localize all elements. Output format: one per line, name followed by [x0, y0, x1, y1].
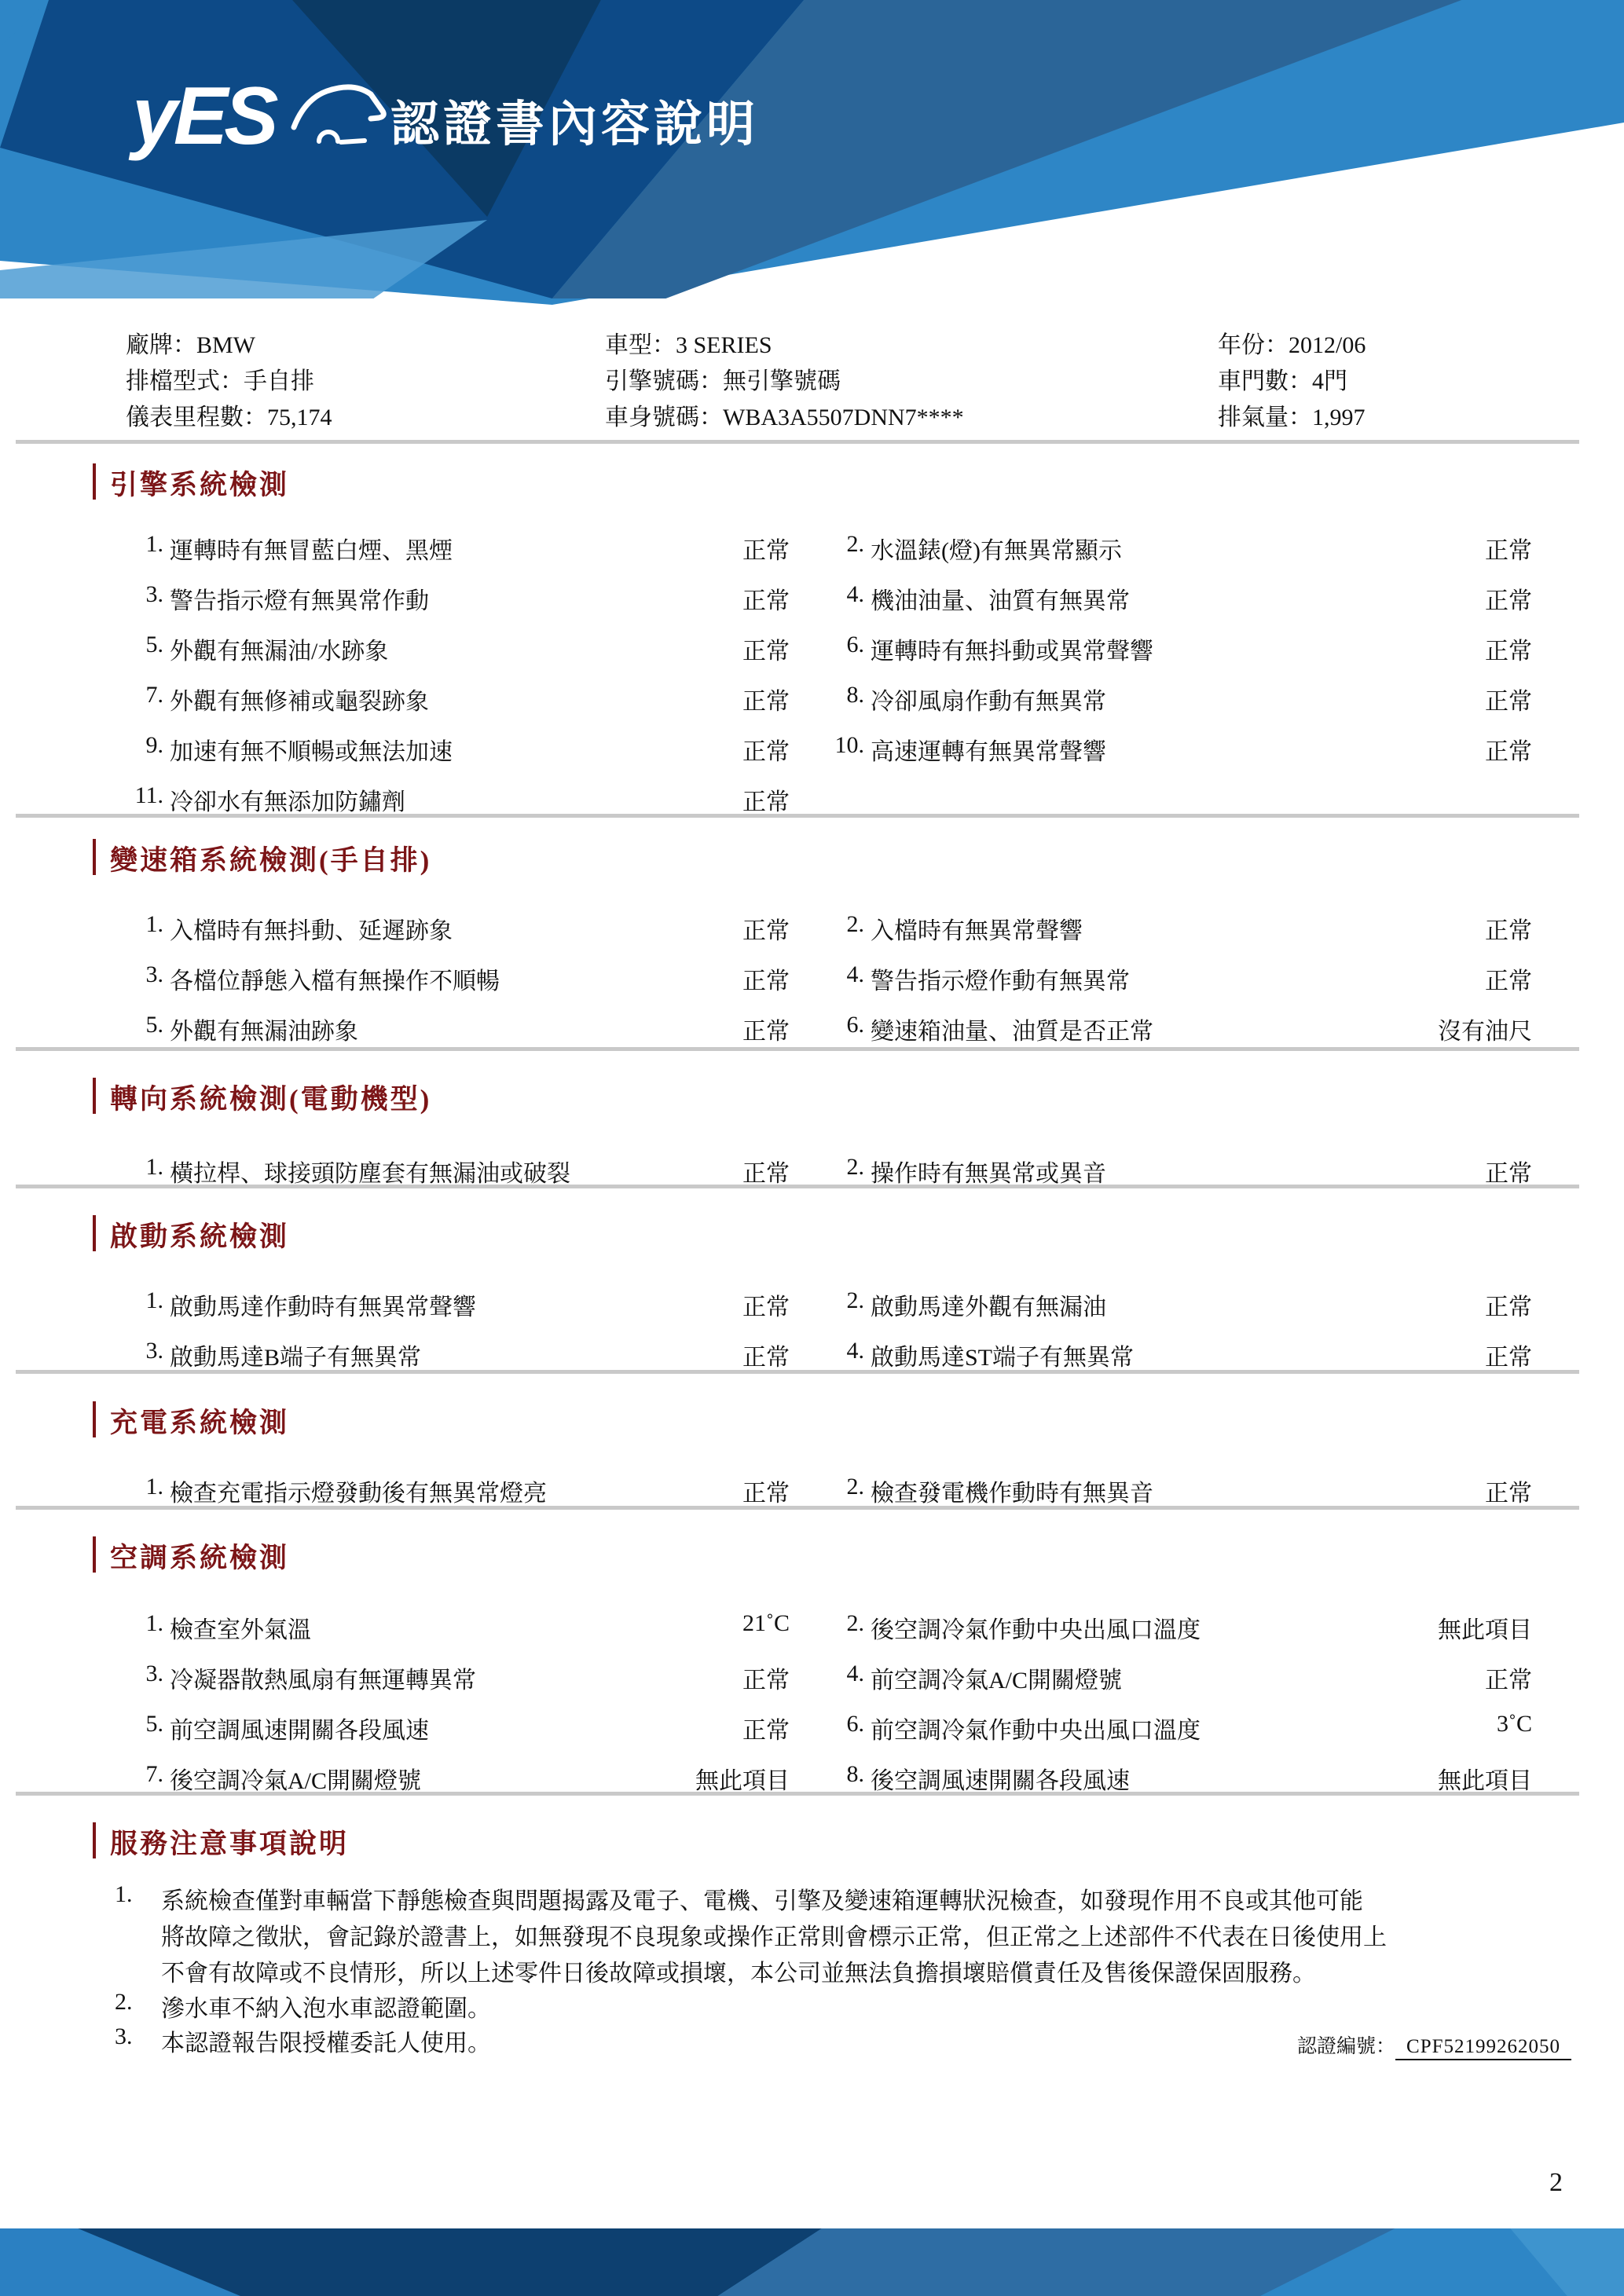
section-title: 空調系統檢測 [110, 1543, 290, 1573]
section-header [0, 1076, 1624, 1115]
section-title-bar [93, 1078, 96, 1114]
item-number: 7. [145, 682, 163, 708]
section-items [0, 1276, 1624, 1377]
item-result: 正常 [742, 789, 790, 815]
item-number: 2. [846, 1287, 864, 1313]
section-title-bar [93, 839, 96, 875]
item-label: 後空調風速開關各段風速 [871, 1768, 1130, 1794]
item-number: 3. [145, 1338, 163, 1364]
item-label: 外觀有無修補或龜裂跡象 [170, 689, 429, 715]
item-number: 9. [145, 732, 163, 758]
item-number: 5. [145, 1012, 163, 1038]
item-label: 運轉時有無抖動或異常聲響 [871, 639, 1153, 665]
item-result: 正常 [1485, 969, 1532, 994]
item-number: 8. [846, 1761, 864, 1787]
inspection-row [0, 1327, 1624, 1377]
car-silhouette-icon [289, 66, 391, 160]
item-label: 外觀有無漏油/水跡象 [170, 639, 389, 665]
item-number: 2. [846, 911, 864, 937]
section-title-bar [93, 463, 96, 500]
item-result: 正常 [742, 1019, 790, 1045]
item-number: 6. [846, 632, 864, 657]
item-result: 正常 [742, 1481, 790, 1507]
item-number: 4. [846, 581, 864, 607]
vehicle-model: 車型：3 SERIES [605, 332, 772, 358]
certification-number-value: CPF52199262050 [1395, 2036, 1571, 2060]
item-label: 前空調冷氣作動中央出風口溫度 [871, 1718, 1201, 1744]
item-label: 啟動馬達ST端子有無異常 [871, 1345, 1135, 1371]
item-number: 1. [145, 1154, 163, 1180]
item-result: 正常 [742, 1161, 790, 1187]
item-label: 冷凝器散熱風扇有無運轉異常 [170, 1668, 476, 1694]
inspection-row [0, 1276, 1624, 1327]
vehicle-brand: 廠牌：BMW [126, 332, 255, 358]
item-label: 警告指示燈作動有無異常 [871, 969, 1130, 994]
note-number: 3. [115, 2023, 133, 2049]
inspection-row [0, 1700, 1624, 1750]
header-banner [0, 0, 1624, 314]
item-number: 6. [846, 1012, 864, 1038]
section-title: 轉向系統檢測(電動機型) [110, 1084, 432, 1115]
item-number: 7. [145, 1761, 163, 1787]
item-result: 無此項目 [695, 1768, 790, 1794]
item-label: 前空調風速開關各段風速 [170, 1718, 429, 1744]
item-number: 5. [145, 1711, 163, 1737]
item-label: 前空調冷氣A/C開關燈號 [871, 1668, 1123, 1694]
section-title-bar [93, 1536, 96, 1573]
item-label: 啟動馬達作動時有無異常聲響 [170, 1294, 476, 1320]
note-text: 將故障之徵狀，會記錄於證書上，如無發現不良現象或操作正常則會標示正常，但正常之上述部件不代表在日後使用上 [161, 1924, 1387, 1950]
item-label: 各檔位靜態入檔有無操作不順暢 [170, 969, 500, 994]
inspection-row [0, 900, 1624, 950]
item-number: 5. [145, 632, 163, 657]
item-result: 正常 [1485, 918, 1532, 944]
item-result: 正常 [742, 739, 790, 765]
inspection-row [0, 570, 1624, 621]
section-header [0, 837, 1624, 877]
item-label: 檢查充電指示燈發動後有無異常燈亮 [170, 1481, 547, 1507]
item-result: 正常 [1485, 639, 1532, 665]
item-result: 無此項目 [1438, 1768, 1532, 1794]
item-result: 正常 [1485, 588, 1532, 614]
section-title-bar [93, 1215, 96, 1251]
item-result: 正常 [1485, 1294, 1532, 1320]
item-result: 沒有油尺 [1438, 1019, 1532, 1045]
certification-number-line [1124, 2031, 1571, 2059]
note-number: 2. [115, 1989, 133, 2015]
item-label: 機油油量、油質有無異常 [871, 588, 1130, 614]
certification-number-label: 認證編號： [1297, 2036, 1396, 2057]
item-label: 橫拉桿、球接頭防塵套有無漏油或破裂 [170, 1161, 570, 1187]
item-label: 變速箱油量、油質是否正常 [871, 1019, 1153, 1045]
item-result: 正常 [742, 969, 790, 994]
engine-number: 引擎號碼：無引擎號碼 [605, 368, 841, 394]
footer-banner [0, 2228, 1624, 2296]
item-number: 8. [846, 682, 864, 708]
inspection-section [0, 1214, 1624, 1371]
item-number: 2. [846, 1154, 864, 1180]
item-label: 入檔時有無抖動、延遲跡象 [170, 918, 453, 944]
item-number: 2. [846, 531, 864, 557]
section-title-bar [93, 1822, 96, 1858]
item-number: 1. [145, 1610, 163, 1636]
note-text: 不會有故障或不良情形，所以上述零件日後故障或損壞，本公司並無法負擔損壞賠償責任及售後保證保固服務。 [161, 1961, 1316, 1987]
item-result: 正常 [1485, 689, 1532, 715]
inspection-row [0, 671, 1624, 721]
item-number: 1. [145, 911, 163, 937]
vin-number: 車身號碼：WBA3A5507DNN7**** [605, 405, 964, 430]
note-text: 本認證報告限授權委託人使用。 [161, 2031, 491, 2056]
yes-logo: yES [132, 71, 275, 162]
item-number: 4. [846, 1338, 864, 1364]
item-label: 啟動馬達外觀有無漏油 [871, 1294, 1106, 1320]
page-number: 2 [1549, 2168, 1563, 2197]
item-label: 運轉時有無冒藍白煙、黑煙 [170, 538, 453, 564]
section-header [0, 1821, 1624, 1860]
inspection-row [0, 950, 1624, 1001]
inspection-row [0, 1463, 1624, 1513]
item-label: 高速運轉有無異常聲響 [871, 739, 1106, 765]
item-label: 外觀有無漏油跡象 [170, 1019, 358, 1045]
section-title: 啟動系統檢測 [110, 1221, 290, 1252]
note-number: 1. [115, 1881, 133, 1907]
inspection-section [0, 1535, 1624, 1794]
inspection-row [0, 621, 1624, 671]
section-items [0, 1143, 1624, 1193]
engine-displacement: 排氣量：1,997 [1218, 405, 1366, 430]
inspection-row [0, 1143, 1624, 1193]
inspection-section [0, 462, 1624, 815]
item-number: 4. [846, 961, 864, 987]
note-text: 系統檢查僅對車輛當下靜態檢查與問題揭露及電子、電機、引擎及變速箱運轉狀況檢查，如發現作用不良或其他可能 [161, 1888, 1363, 1914]
item-label: 警告指示燈有無異常作動 [170, 588, 429, 614]
section-title: 引擎系統檢測 [110, 470, 290, 500]
item-result: 正常 [742, 588, 790, 614]
item-result: 正常 [1485, 1161, 1532, 1187]
vehicle-year: 年份：2012/06 [1218, 332, 1366, 358]
item-result: 正常 [742, 639, 790, 665]
section-title: 充電系統檢測 [110, 1408, 290, 1438]
item-result: 正常 [1485, 538, 1532, 564]
section-header [0, 462, 1624, 501]
vehicle-info-row [0, 325, 1624, 358]
vehicle-info-row [0, 397, 1624, 430]
note-text: 滲水車不納入泡水車認證範圍。 [161, 1996, 491, 2022]
item-label: 啟動馬達B端子有無異常 [170, 1345, 422, 1371]
item-number: 2. [846, 1610, 864, 1636]
item-number: 11. [134, 782, 163, 808]
inspection-row [0, 771, 1624, 822]
item-result: 正常 [742, 1345, 790, 1371]
item-number: 3. [145, 1661, 163, 1686]
item-number: 3. [145, 581, 163, 607]
inspection-row [0, 1001, 1624, 1051]
section-header [0, 1400, 1624, 1439]
item-result: 正常 [742, 538, 790, 564]
item-number: 3. [145, 961, 163, 987]
inspection-row [0, 1599, 1624, 1650]
section-items [0, 1463, 1624, 1513]
item-result: 正常 [1485, 1668, 1532, 1694]
item-label: 冷卻水有無添加防鏽劑 [170, 789, 405, 815]
item-result: 正常 [742, 1294, 790, 1320]
item-number: 1. [145, 1287, 163, 1313]
section-header [0, 1214, 1624, 1253]
section-title: 服務注意事項說明 [110, 1829, 350, 1859]
odometer-reading: 儀表里程數：75,174 [126, 405, 332, 430]
door-count: 車門數：4門 [1218, 368, 1347, 394]
item-result: 正常 [1485, 1481, 1532, 1507]
page-title: 認證書內容說明 [390, 97, 760, 152]
item-label: 操作時有無異常或異音 [871, 1161, 1106, 1187]
section-items [0, 900, 1624, 1051]
item-label: 加速有無不順暢或無法加速 [170, 739, 453, 765]
inspection-row [0, 1750, 1624, 1800]
section-title: 變速箱系統檢測(手自排) [110, 845, 432, 876]
transmission-type: 排檔型式：手自排 [126, 368, 314, 394]
item-result: 正常 [1485, 1345, 1532, 1371]
inspection-section [0, 1076, 1624, 1187]
item-number: 1. [145, 531, 163, 557]
section-items [0, 520, 1624, 822]
item-result: 無此項目 [1438, 1617, 1532, 1643]
item-label: 後空調冷氣A/C開關燈號 [170, 1768, 422, 1794]
section-divider [16, 440, 1579, 444]
item-number: 10. [834, 732, 864, 758]
item-label: 後空調冷氣作動中央出風口溫度 [871, 1617, 1201, 1643]
item-number: 4. [846, 1661, 864, 1686]
item-label: 入檔時有無異常聲響 [871, 918, 1083, 944]
vehicle-info-row [0, 361, 1624, 394]
item-label: 檢查發電機作動時有無異音 [871, 1481, 1153, 1507]
item-label: 水溫錶(燈)有無異常顯示 [871, 538, 1122, 564]
vehicle-info [0, 325, 1624, 435]
inspection-row [0, 721, 1624, 771]
item-number: 6. [846, 1711, 864, 1737]
inspection-row [0, 520, 1624, 570]
section-items [0, 1599, 1624, 1800]
item-result: 正常 [742, 1668, 790, 1694]
inspection-section [0, 837, 1624, 1045]
section-title-bar [93, 1401, 96, 1437]
inspection-row [0, 1650, 1624, 1700]
item-label: 冷卻風扇作動有無異常 [871, 689, 1106, 715]
item-result: 21˚C [742, 1610, 790, 1636]
item-result: 正常 [742, 689, 790, 715]
inspection-section [0, 1400, 1624, 1507]
item-label: 檢查室外氣溫 [170, 1617, 311, 1643]
section-header [0, 1535, 1624, 1574]
item-result: 正常 [742, 1718, 790, 1744]
item-result: 正常 [1485, 739, 1532, 765]
item-number: 2. [846, 1474, 864, 1500]
item-result: 3˚C [1497, 1711, 1532, 1737]
item-number: 1. [145, 1474, 163, 1500]
item-result: 正常 [742, 918, 790, 944]
